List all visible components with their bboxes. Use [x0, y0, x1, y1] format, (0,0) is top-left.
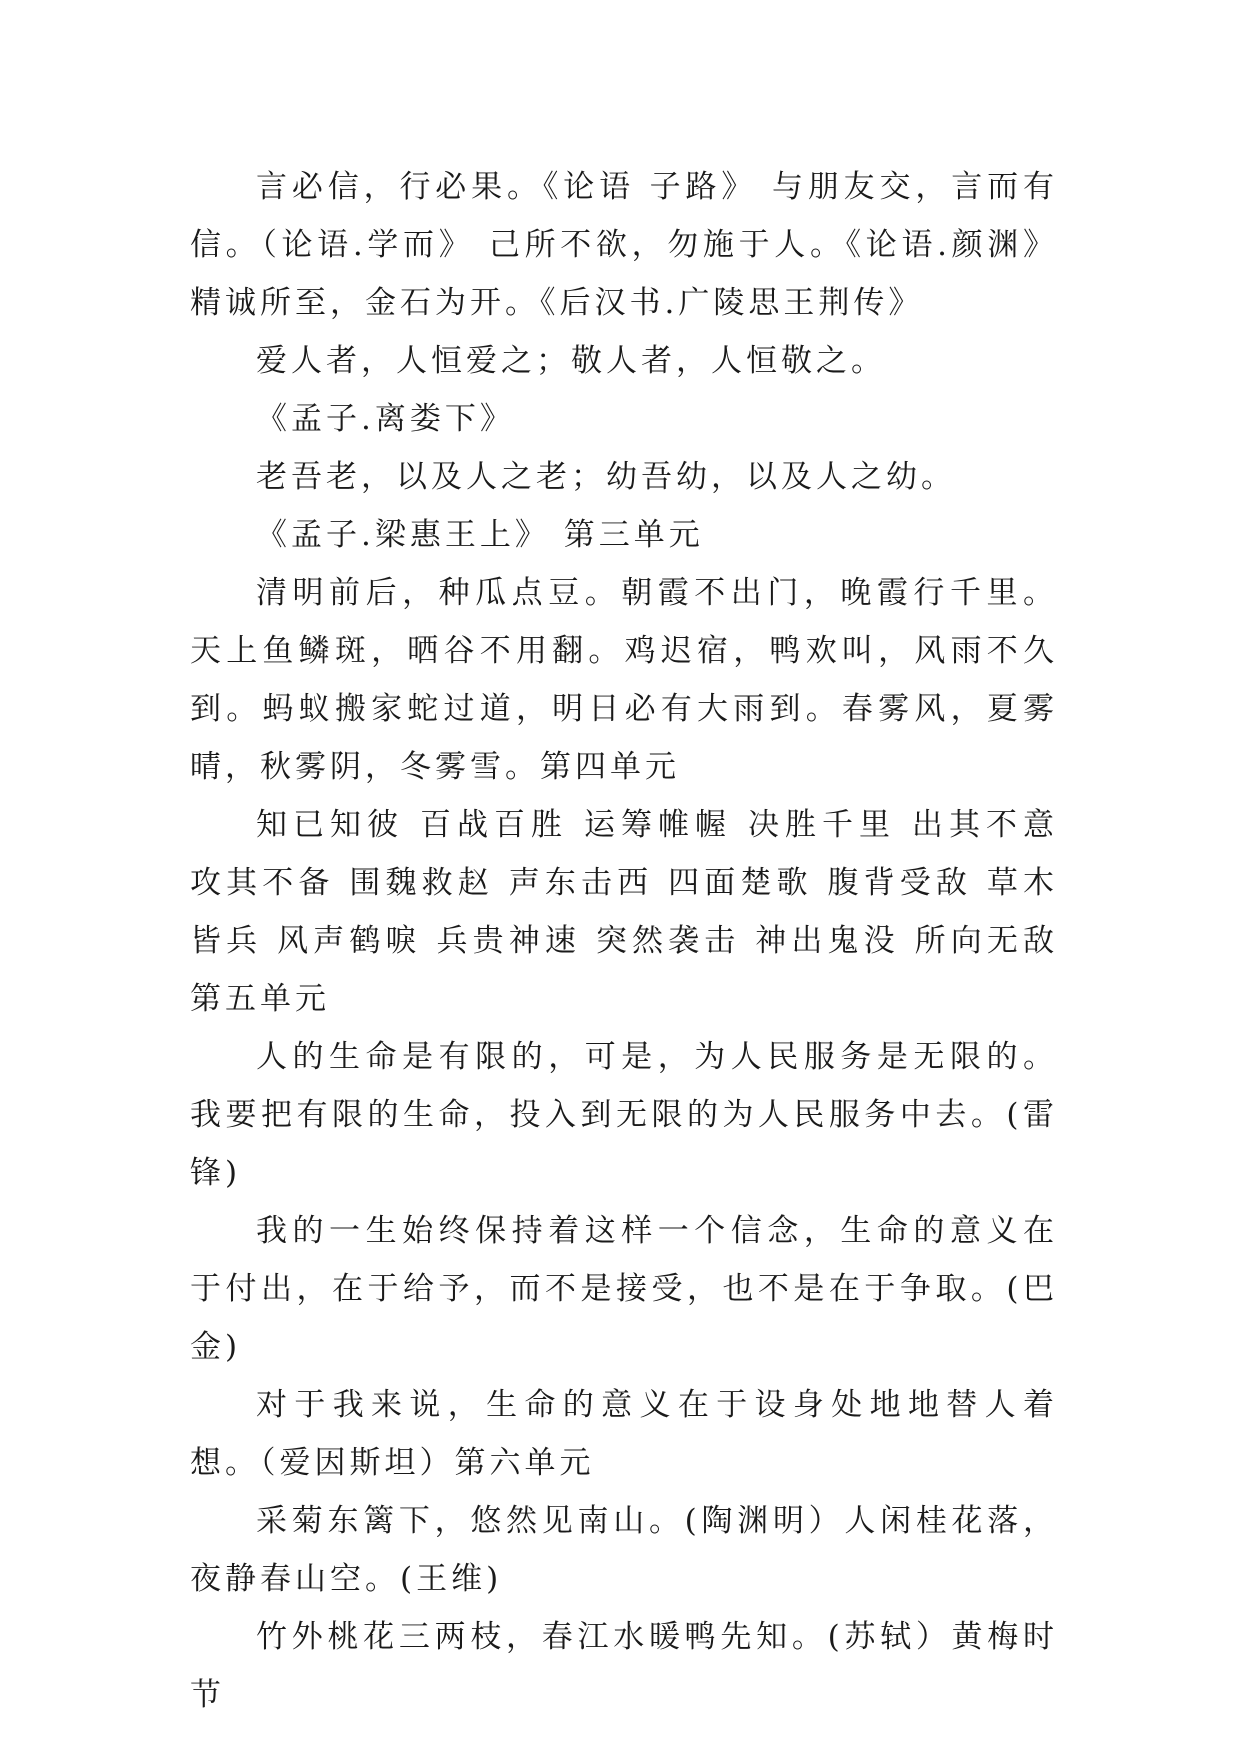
paragraph: 言必信，行必果。《论语 子路》 与朋友交，言而有信。（论语.学而》 己所不欲，勿施于人。《论语.颜渊》 精诚所至，金石为开。《后汉书.广陵思王荆传》 — [190, 169, 1058, 321]
paragraph: 清明前后，种瓜点豆。朝霞不出门，晚霞行千里。天上鱼鳞斑，晒谷不用翻。鸡迟宿，鸭欢叫，风雨不久到。蚂蚁搬家蛇过道，明日必有大雨到。春雾风，夏雾晴，秋雾阴，冬雾雪。第四单元 — [190, 575, 1058, 785]
paragraph: 对于我来说，生命的意义在于设身处地地替人着想。（爱因斯坦）第六单元 — [190, 1387, 1058, 1481]
document-body — [190, 158, 1058, 1724]
paragraph: 《孟子.梁惠王上》 第三单元 — [256, 517, 704, 553]
paragraph: 《孟子.离娄下》 — [256, 401, 515, 437]
paragraph: 竹外桃花三两枝，春江水暖鸭先知。(苏轼）黄梅时节 — [190, 1619, 1058, 1713]
paragraph: 人的生命是有限的，可是，为人民服务是无限的。我要把有限的生命，投入到无限的为人民服务中去。(雷锋) — [190, 1039, 1058, 1191]
paragraph: 我的一生始终保持着这样一个信念，生命的意义在于付出，在于给予，而不是接受，也不是在于争取。(巴金) — [190, 1213, 1058, 1365]
paragraph: 爱人者，人恒爱之；敬人者，人恒敬之。 — [256, 343, 886, 379]
paragraph: 老吾老，以及人之老；幼吾幼，以及人之幼。 — [256, 459, 956, 495]
paragraph: 采菊东篱下，悠然见南山。(陶渊明）人闲桂花落，夜静春山空。(王维) — [190, 1503, 1058, 1597]
paragraph: 知已知彼 百战百胜 运筹帷幄 决胜千里 出其不意 攻其不备 围魏救赵 声东击西 四面楚歌 腹背受敌 草木皆兵 风声鹤唳 兵贵神速 突然袭击 神出鬼没 所向无敌 第五单元 — [190, 807, 1058, 1017]
